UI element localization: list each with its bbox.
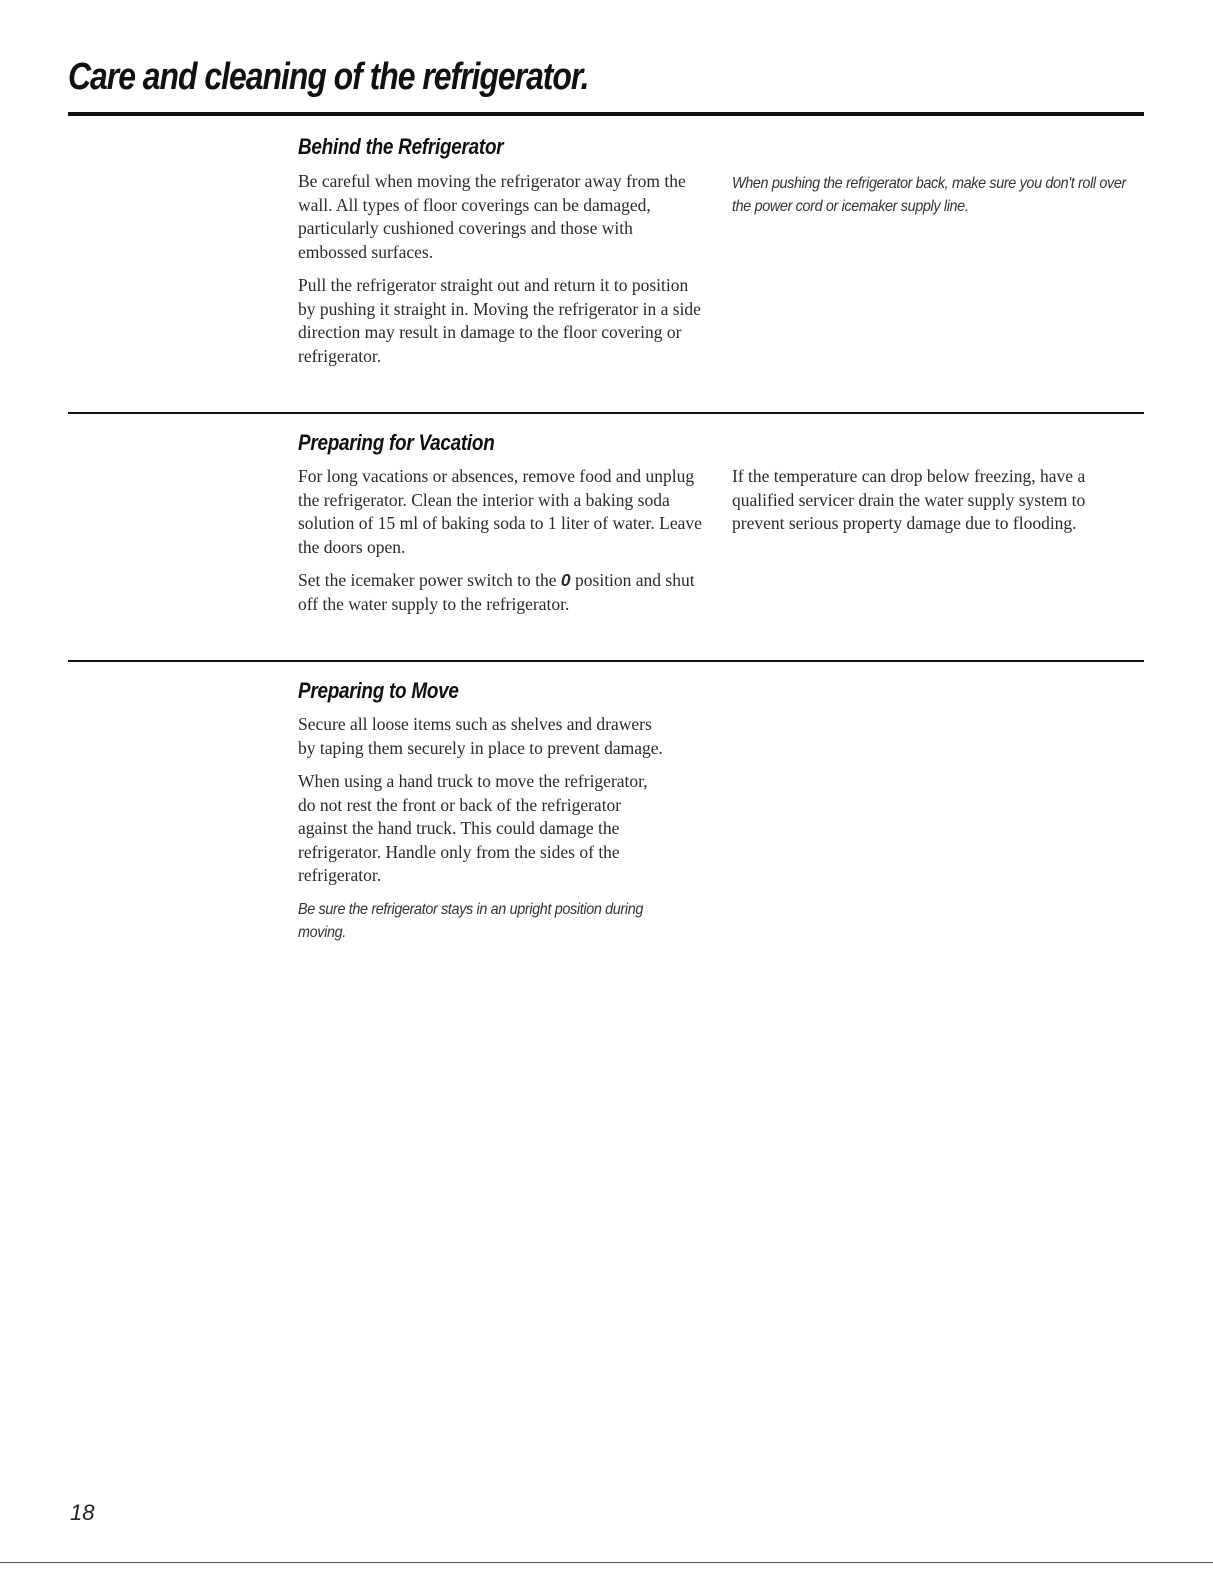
behind-refrigerator-body — [298, 170, 702, 378]
behind-refrigerator-note — [732, 172, 1144, 218]
title-rule — [68, 112, 1144, 116]
icemaker-text-after: position and shut off the water supply to the refrigerator. — [298, 570, 695, 614]
page-title: Care and cleaning of the refrigerator. — [68, 56, 589, 98]
icemaker-paragraph — [298, 569, 710, 616]
section-heading-preparing-move: Preparing to Move — [298, 678, 459, 703]
section-divider — [68, 660, 1144, 662]
behind-refrigerator-paragraph: Be careful when moving the refrigerator away from the wall. All types of floor coverings can be damaged, particularly cushioned coverings and those with embossed surfaces. — [298, 171, 686, 262]
bottom-rule — [0, 1562, 1213, 1563]
page-number: 18 — [70, 1500, 95, 1525]
move-paragraph: Secure all loose items such as shelves and drawers by taping them securely in place to prevent damage. — [298, 714, 663, 758]
upright-note-text: Be sure the refrigerator stays in an upright position during moving. — [298, 900, 644, 941]
vacation-freezing-warning — [732, 465, 1142, 546]
freezing-warning-paragraph: If the temperature can drop below freezing, have a qualified servicer drain the water supply system to prevent serious property damage due to flooding. — [732, 466, 1086, 533]
move-body — [298, 713, 666, 954]
section-heading-behind-refrigerator: Behind the Refrigerator — [298, 134, 504, 159]
section-divider — [68, 412, 1144, 414]
power-cord-note: When pushing the refrigerator back, make sure you don't roll over the power cord or icemaker supply line. — [732, 175, 1126, 215]
icemaker-text-before: Set the icemaker power switch to the — [298, 570, 557, 590]
icemaker-off-position-label: 0 — [560, 570, 571, 590]
vacation-paragraph: For long vacations or absences, remove food and unplug the refrigerator. Clean the interior with a baking soda solution of 15 ml of baking soda to 1 liter of water. Leave the doors open. — [298, 466, 702, 557]
move-paragraph: When using a hand truck to move the refrigerator, do not rest the front or back of the refrigerator against the hand truck. This could damage the refrigerator. Handle only from the sides of the refrigerator. — [298, 771, 648, 885]
section-heading-preparing-vacation: Preparing for Vacation — [298, 430, 495, 455]
upright-note — [298, 898, 666, 944]
vacation-body — [298, 465, 710, 626]
behind-refrigerator-paragraph: Pull the refrigerator straight out and return it to position by pushing it straight in. Moving the refrigerator in a side direction may result in damage to the floor covering or refrigerator. — [298, 275, 701, 366]
